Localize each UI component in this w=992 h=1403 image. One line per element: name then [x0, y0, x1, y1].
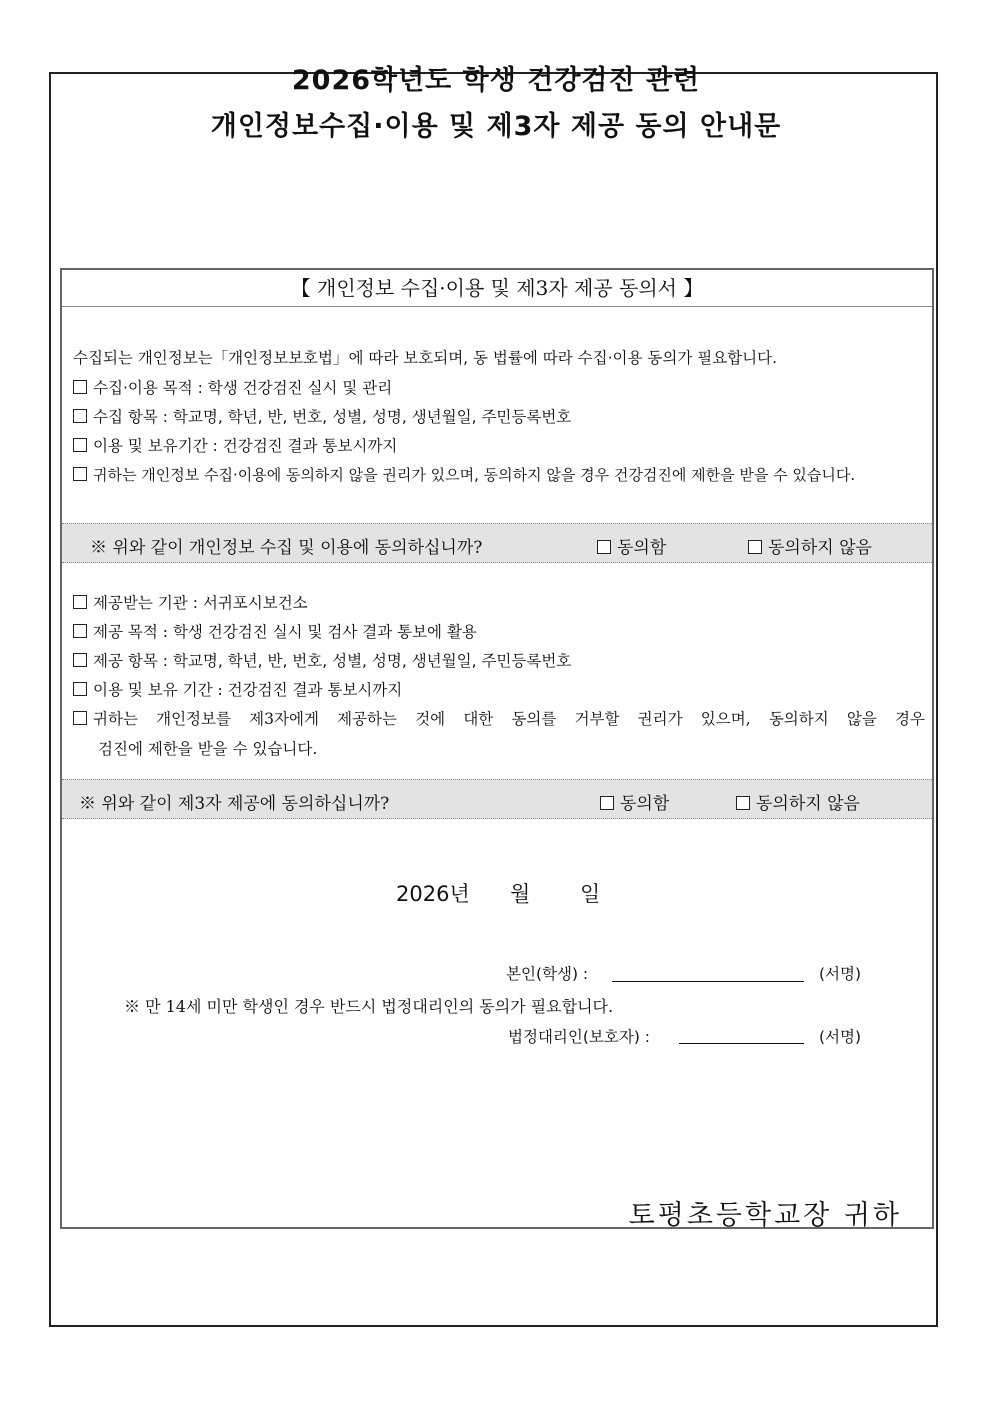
list-item: 귀하는 개인정보 수집·이용에 동의하지 않을 권리가 있으며, 동의하지 않을 경우 건강검진에 제한을 받을 수 있습니다.	[73, 464, 855, 485]
consent-question-bar-1	[62, 523, 932, 563]
consent-question-1: ※ 위와 같이 개인정보 수집 및 이용에 동의하십니까?	[90, 538, 483, 558]
agree-checkbox-2[interactable]: 동의함	[600, 789, 669, 814]
checkbox-bullet	[73, 467, 87, 481]
intro-text: 수집되는 개인정보는「개인정보보호법」에 따라 보호되며, 동 법률에 따라 수집·이용 동의가 필요합니다.	[73, 349, 778, 367]
date-day: 일	[580, 882, 601, 906]
list-item: 제공 항목 : 학교명, 학년, 반, 번호, 성별, 성명, 생년월일, 주민등록번호	[73, 649, 571, 671]
list-item: 귀하는 개인정보를 제3자에게 제공하는 것에 대한 동의를 거부할 권리가 있으며, 동의하지 않을 경우	[73, 707, 925, 729]
checkbox-bullet	[73, 595, 87, 609]
list-item: 제공 목적 : 학생 건강검진 실시 및 검사 결과 통보에 활용	[73, 620, 477, 642]
checkbox-bullet	[73, 653, 87, 667]
signature-suffix: (서명)	[819, 1028, 862, 1046]
guardian-signature-line[interactable]	[679, 1043, 804, 1044]
consent-form	[60, 268, 934, 1229]
student-signature-label: 본인(학생) :	[506, 965, 589, 983]
list-item-continuation: 검진에 제한을 받을 수 있습니다.	[98, 740, 318, 758]
student-signature-line[interactable]	[612, 981, 804, 982]
checkbox-bullet	[73, 409, 87, 423]
disagree-checkbox-2[interactable]: 동의하지 않음	[736, 789, 860, 814]
list-item: 이용 및 보유기간 : 건강검진 결과 통보시까지	[73, 434, 397, 456]
date-year: 2026년	[396, 882, 470, 906]
signature-suffix: (서명)	[819, 965, 862, 983]
date-month: 월	[510, 882, 531, 906]
document-title: 2026학년도 학생 건강검진 관련	[291, 65, 701, 96]
list-item: 수집·이용 목적 : 학생 건강검진 실시 및 관리	[73, 376, 392, 398]
list-item: 이용 및 보유 기간 : 건강검진 결과 통보시까지	[73, 678, 402, 700]
checkbox-bullet	[73, 380, 87, 394]
agree-checkbox-1[interactable]: 동의함	[597, 533, 666, 558]
checkbox-bullet	[73, 624, 87, 638]
consent-question-2: ※ 위와 같이 제3자 제공에 동의하십니까?	[79, 794, 390, 814]
checkbox-bullet	[73, 438, 87, 452]
guardian-note: ※ 만 14세 미만 학생인 경우 반드시 법정대리인의 동의가 필요합니다.	[124, 997, 614, 1016]
form-heading: 【 개인정보 수집·이용 및 제3자 제공 동의서 】	[62, 270, 932, 307]
list-item: 제공받는 기관 : 서귀포시보건소	[73, 591, 308, 613]
addressee: 토평초등학교장 귀하	[628, 1200, 902, 1231]
consent-question-bar-2	[62, 779, 932, 819]
list-item: 수집 항목 : 학교명, 학년, 반, 번호, 성별, 성명, 생년월일, 주민등록번호	[73, 405, 571, 427]
document-subtitle: 개인정보수집·이용 및 제3자 제공 동의 안내문	[210, 111, 782, 142]
disagree-checkbox-1[interactable]: 동의하지 않음	[748, 533, 872, 558]
guardian-signature-label: 법정대리인(보호자) :	[508, 1028, 651, 1046]
checkbox-bullet	[73, 711, 87, 725]
checkbox-bullet	[73, 682, 87, 696]
